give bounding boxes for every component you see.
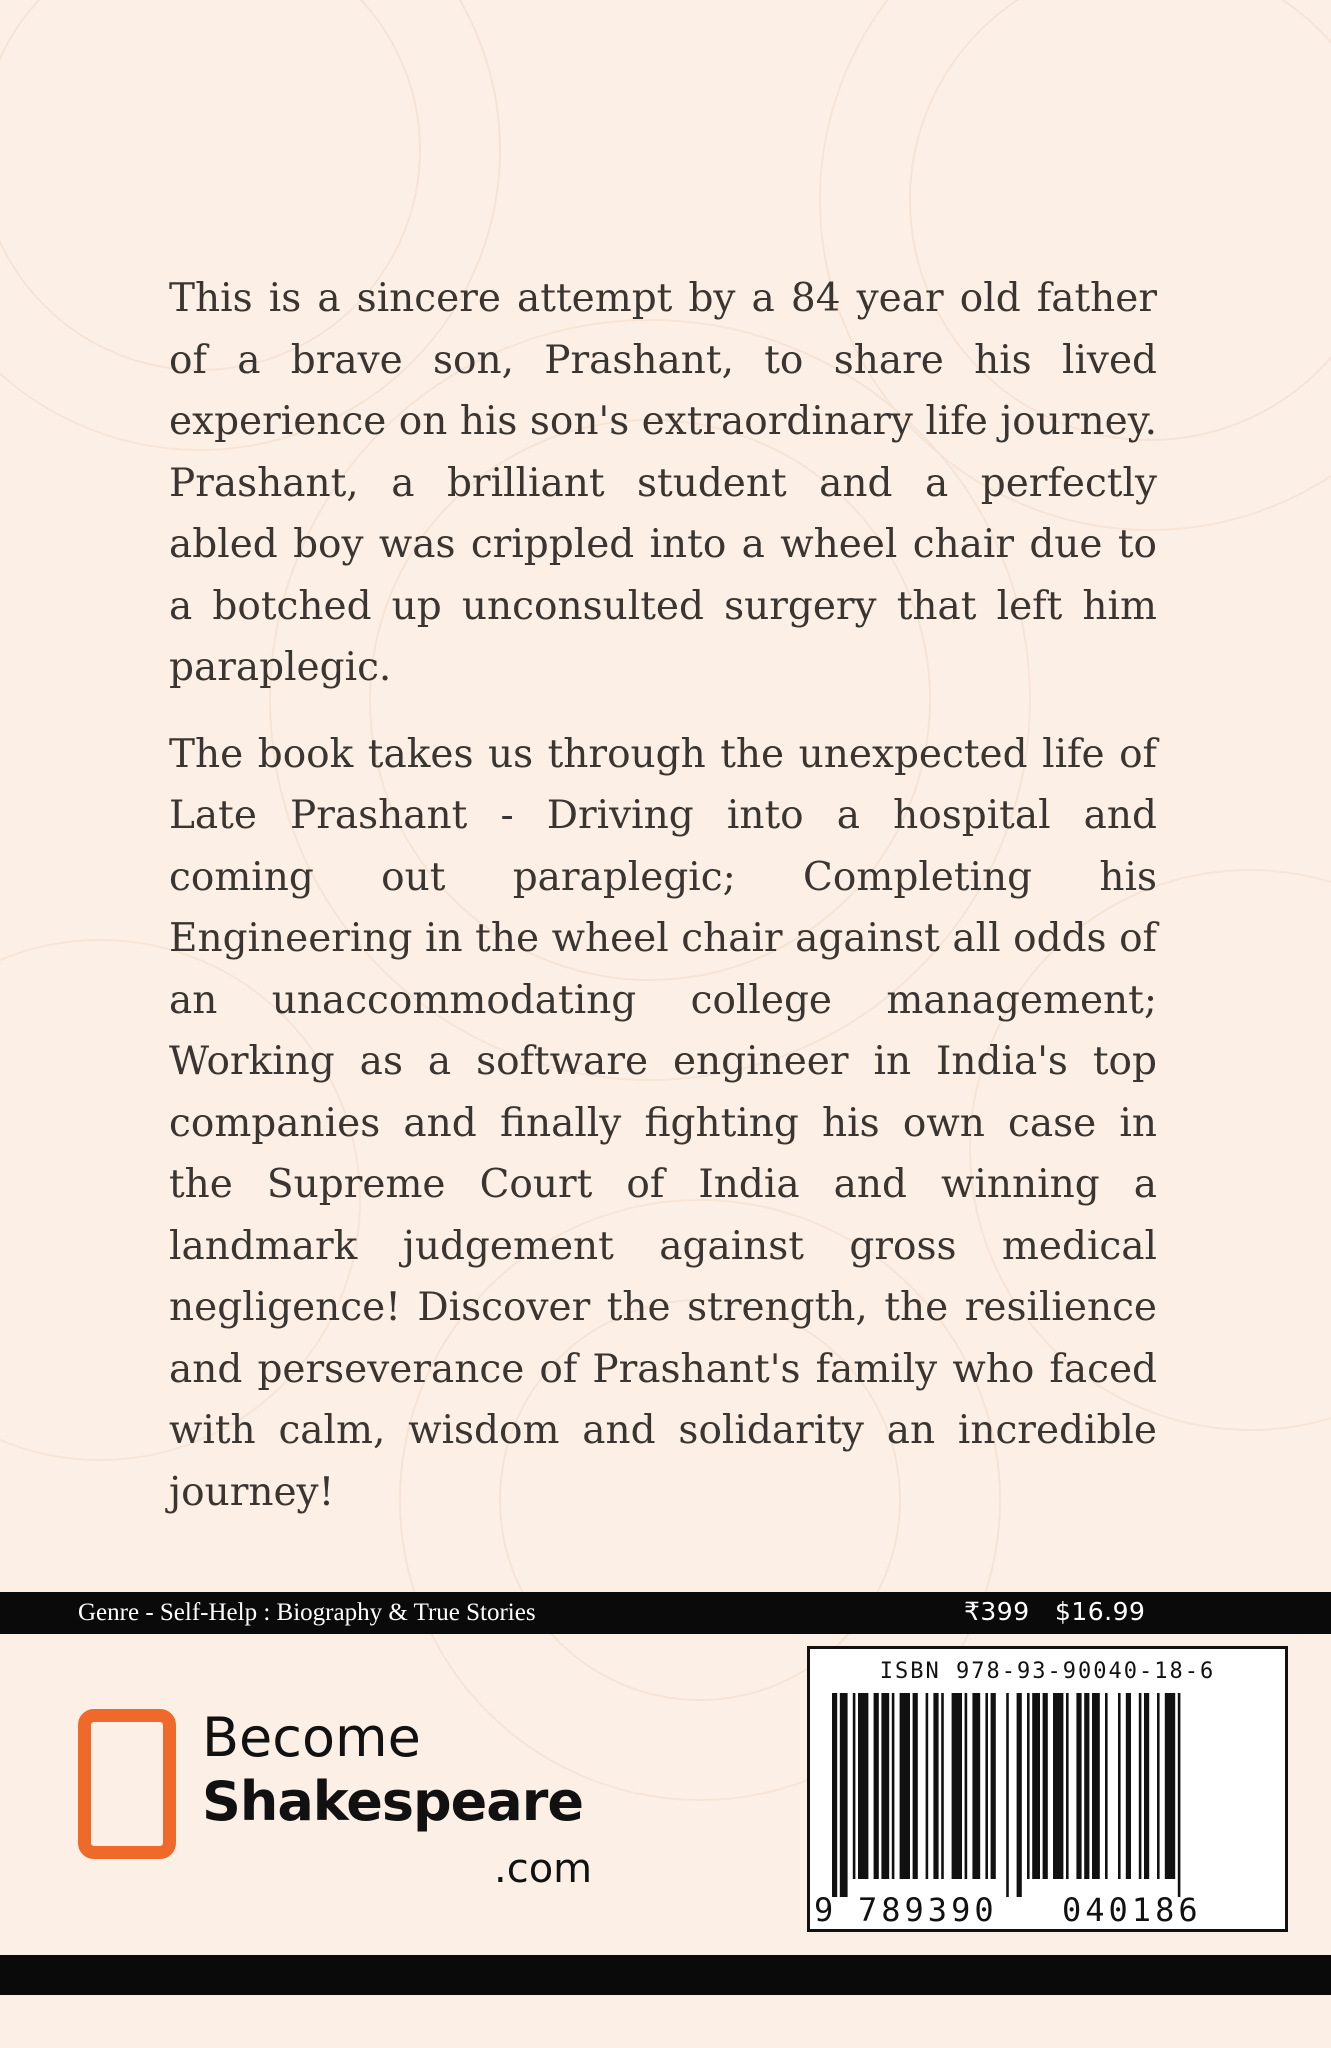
barcode-bar: [1139, 1693, 1142, 1879]
back-cover-blurb: [169, 268, 1157, 1548]
barcode-bar: [913, 1693, 918, 1879]
barcode-bar: [941, 1693, 944, 1879]
barcode-bar: [1126, 1693, 1131, 1879]
barcode-bar: [858, 1693, 868, 1879]
bottom-bar: [0, 1955, 1331, 1995]
barcode-bar: [1043, 1693, 1048, 1879]
genre-price-bar: [0, 1592, 1331, 1634]
barcode-bar: [840, 1693, 848, 1897]
phone-outline-icon: [78, 1709, 176, 1859]
logo-word-become: Become: [202, 1706, 421, 1769]
barcode-bar: [1157, 1693, 1160, 1879]
barcode-left-digits: 789390: [858, 1891, 998, 1929]
barcode-bar: [1017, 1693, 1022, 1897]
barcode-bar: [1105, 1693, 1108, 1879]
barcode-bar: [1092, 1693, 1100, 1879]
barcode-bar: [1118, 1693, 1121, 1879]
publisher-logo: [78, 1706, 618, 1906]
barcode-bar: [933, 1693, 938, 1879]
logo-word-com: .com: [494, 1846, 593, 1892]
price-label: ₹399 $16.99: [964, 1597, 1146, 1626]
barcode-bar: [1084, 1693, 1089, 1879]
barcode-bars: [832, 1693, 1268, 1897]
blurb-paragraph-2: The book takes us through the unexpected life of Late Prashant - Driving into a hospital and coming out paraplegic; Completing his Engineering in the wheel chair against all odds of an unaccommodating college management; Working as a software engineer in India's top companies and finally fighting his own case in the Supreme Court of India and winning a landmark judgement against gross medical negligence! Discover the strength, the resilience and perseverance of Prashant's family who faced with calm, wisdom and solidarity an incredible journey!: [169, 731, 1157, 1515]
barcode-digits: [810, 1891, 1285, 1927]
barcode-bar: [1053, 1693, 1063, 1879]
barcode-first-digit: 9: [814, 1891, 834, 1929]
barcode-bar: [972, 1693, 980, 1879]
barcode-bar: [853, 1693, 856, 1879]
logo-word-shakespeare: Shakespeare: [202, 1770, 583, 1833]
barcode-bar: [991, 1693, 996, 1879]
barcode-bar: [874, 1693, 879, 1879]
barcode-bar: [1032, 1693, 1040, 1879]
barcode-bar: [1076, 1693, 1081, 1879]
barcode-bar: [892, 1693, 895, 1879]
barcode-bar: [832, 1693, 837, 1897]
isbn-barcode: [807, 1646, 1288, 1932]
blurb-paragraph-1: This is a sincere attempt by a 84 year old father of a brave son, Prashant, to share his lived experience on his son's extraordinary life journey. Prashant, a brilliant student and a perfectly abled boy was crippled into a wheel chair due to a botched up unconsulted surgery that left him paraplegic.: [169, 276, 1157, 690]
barcode-bar: [881, 1693, 889, 1879]
barcode-right-digits: 040186: [1062, 1891, 1202, 1929]
barcode-bar: [900, 1693, 910, 1879]
barcode-bar: [1178, 1693, 1181, 1897]
genre-label: Genre - Self-Help : Biography & True Stories: [78, 1599, 536, 1626]
barcode-bar: [1066, 1693, 1069, 1879]
barcode-bar: [1144, 1693, 1149, 1879]
barcode-bar: [985, 1693, 988, 1879]
barcode-bar: [1006, 1693, 1009, 1897]
barcode-bar: [1027, 1693, 1030, 1879]
barcode-bar: [1165, 1693, 1175, 1879]
barcode-bar: [926, 1693, 929, 1879]
isbn-label: ISBN 978-93-90040-18-6: [879, 1659, 1216, 1684]
barcode-bar: [965, 1693, 968, 1879]
barcode-bar: [952, 1693, 962, 1879]
